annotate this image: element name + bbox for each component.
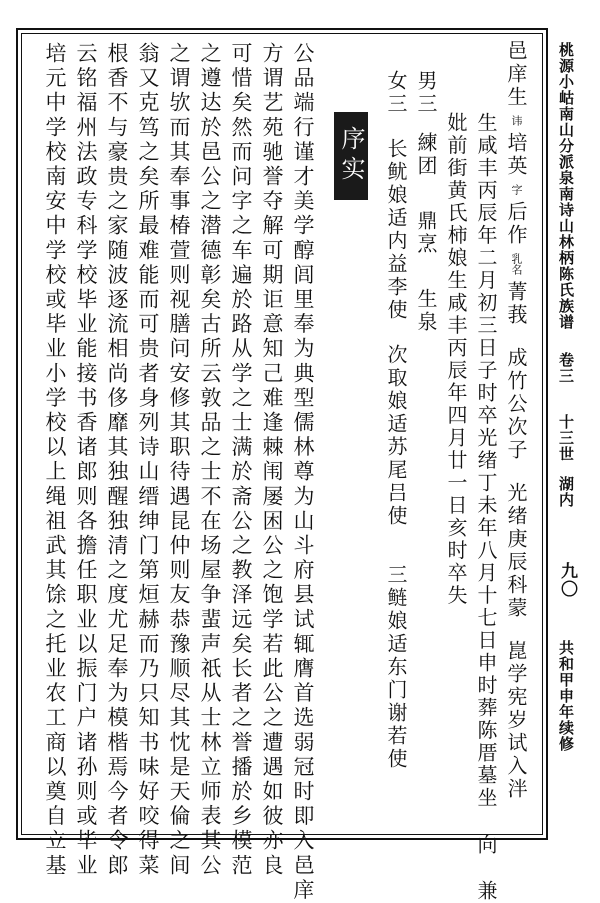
volume-label: 卷三 [557,352,575,384]
preface-line-1: 公品端行谨才美学醇闾里奉为典型儒林尊为山斗府县试辄膺首选弱冠时即入邑庠 [291,42,315,903]
son-2: 鼎烹 [414,210,438,256]
entry-1-courtesy-name: 后作 [504,201,528,247]
preface-line-3: 可惜矣然而问字之车遍於路从学之士满於斋公之教泽远矣长者之誉播於乡模范 [229,42,253,879]
daughter-1: 长鱿娘适内益李使 [384,138,408,322]
entry-2-jian: 兼 [474,880,498,903]
preface-line-9: 培元中学校南安中学校或毕业小学校以上绳祖武其馀之托业农工商以奠自立基 [43,42,67,879]
edition-label: 共和甲申年续修 [557,640,575,752]
generation-label: 十三世 [557,414,575,462]
genealogy-title: 桃源小岵南山分派泉南诗山林柄陈氏族谱 [557,42,575,330]
daughters-count: 女三 [384,70,408,116]
son-1: 練团 [414,132,438,178]
page-number: 九〇 [557,562,577,598]
son-3: 生泉 [414,288,438,334]
preface-line-2: 方谓艺苑驰誉夺解可期讵意知己难逢棘闱屡困公之饱学若此公之遭遇如彼亦良 [260,42,284,879]
entry-1-exam-2: 崑学宪岁试入泮 [504,640,528,801]
sons-count: 男三 [414,70,438,116]
preface-line-8: 云铭福州法政专科学校毕业能接书香诸郎则各擔任职业以振门户诸孙则或毕业 [74,42,98,879]
entry-1-note-ruming: 乳名 [510,253,523,275]
daughter-2: 次取娘适苏尾吕使 [384,344,408,528]
branch-label: 湖内 [557,476,575,508]
entry-2-dates: 生咸丰丙辰年二月初三日子时卒光绪丁未年八月十七日申时葬陈厝墓坐 [474,112,498,810]
entry-1-name: 培英 [504,132,528,178]
entry-1-father: 成竹公次子 [504,347,528,462]
entry-1-title: 邑庠生 [504,40,528,109]
entry-1-childhood-name: 菁莪 [504,281,528,327]
preface-line-5: 之谓欤而其奉事椿萱则视膳问安修其职待遇昆仲则友恭豫顺尽其忱是天倫之间 [167,42,191,879]
daughter-3: 三鲢娘适东门谢若使 [384,564,408,771]
preface-line-4: 之遵达於邑公之潜德彰矣古所云敦品之士不在场屋争蜚声祇从士林立师表其公 [198,42,222,879]
preface-line-7: 根香不与豪贵之家随波逐流相尚侈靡其独醒独清之度尤足奉为模楷焉今者令郎 [105,42,129,879]
entry-1-note-zi: 字 [510,184,523,195]
preface-title: 序实 [337,126,365,186]
preface-line-6: 翁又克笃之矣所最难能而可贵者身列诗山缙绅门第烜赫而乃只知书味好咬得菜 [136,42,160,879]
preface-body [0,42,600,903]
entry-1-exam: 光绪庚辰科蒙 [504,482,528,620]
genealogy-entry-3: 妣前街黄氏柿娘生咸丰丙辰年四月廿一日亥时卒失 [444,112,468,607]
entry-1-note-hui: 讳 [510,115,523,126]
entry-2-facing: 向 [474,833,498,856]
